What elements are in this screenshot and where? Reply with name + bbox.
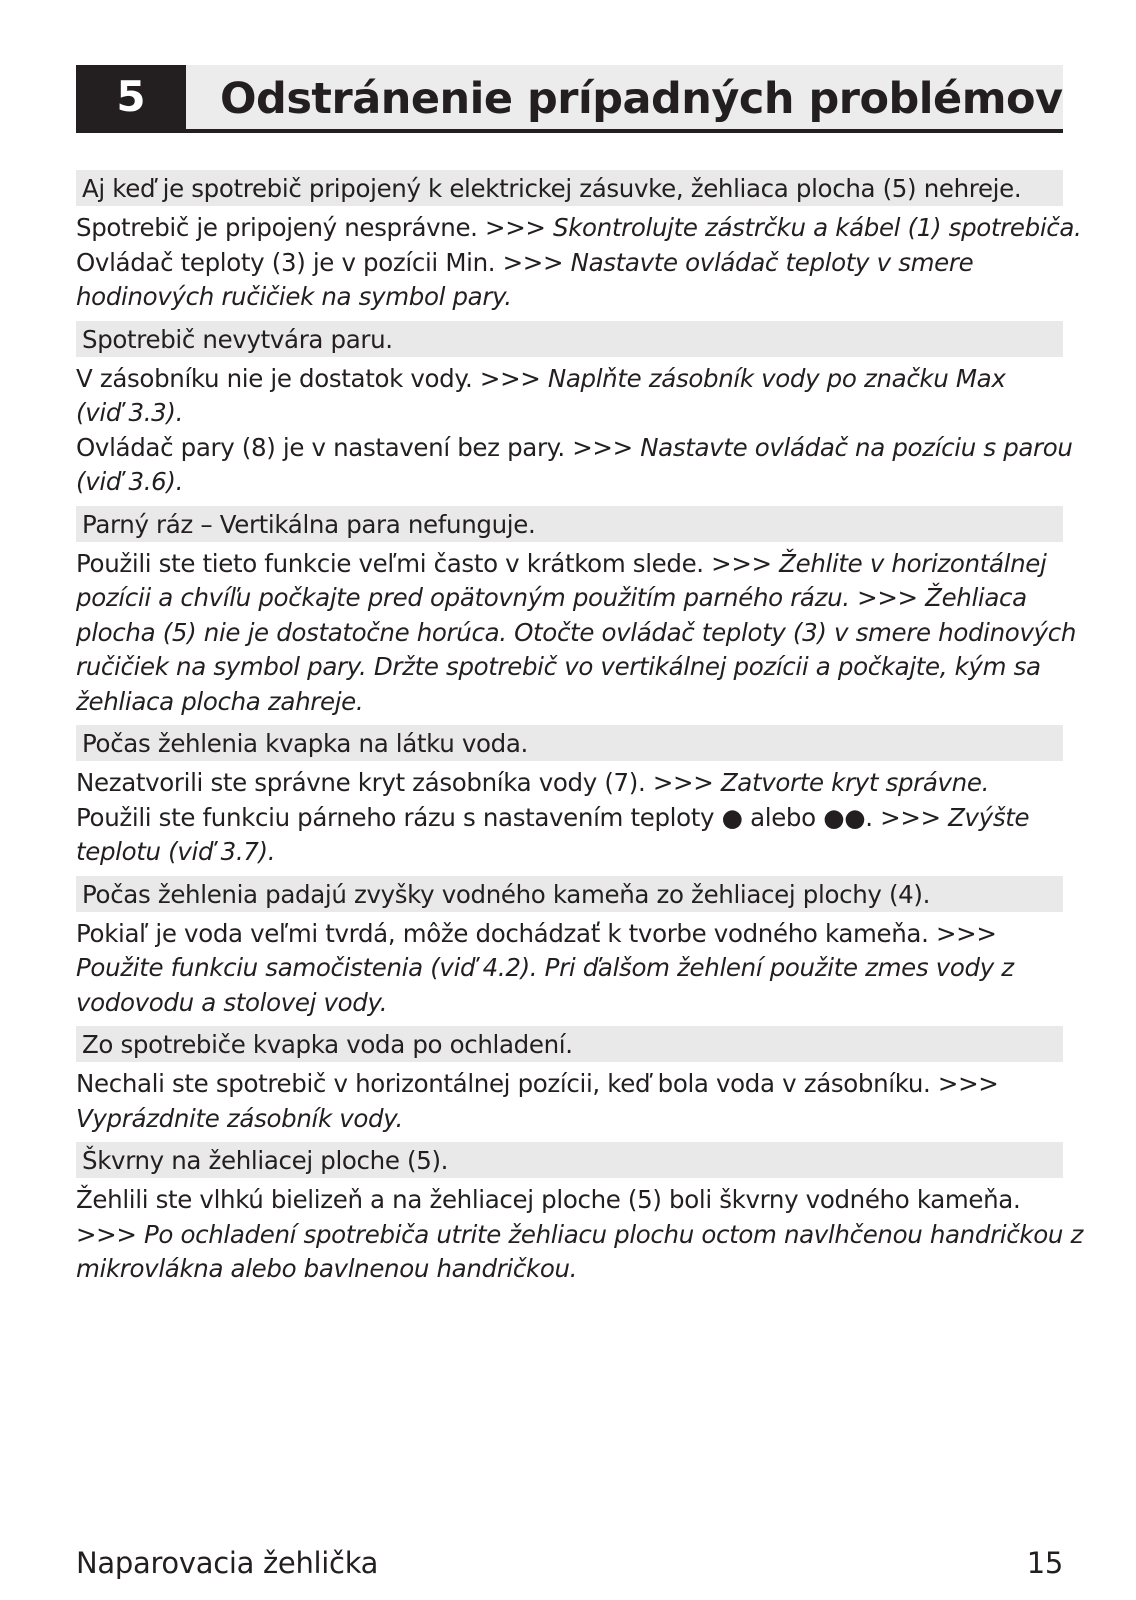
solution-text [76, 547, 1077, 720]
solution-remedy: plocha (5) nie je dostatočne horúca. Otočte ovládač teploty (3) v smere hodinových [76, 617, 1077, 647]
problem-heading: Spotrebič nevytvára paru. [76, 321, 1063, 357]
solution-text [76, 1183, 1083, 1287]
solution-remedy: Skontrolujte zástrčku a kábel (1) spotrebiča. [553, 213, 1082, 242]
solution-remedy: teplotu (viď 3.7). [76, 837, 276, 866]
solution-remedy: Nastavte ovládač na pozíciu s parou [640, 432, 1073, 462]
solution-line [76, 650, 1063, 685]
solution-cause: Nechali ste spotrebič v horizontálnej pozícii, keď bola voda v zásobníku. >>> [76, 1069, 999, 1098]
solution-cause: Pokiaľ je voda veľmi tvrdá, môže dochádzať k tvorbe vodného kameňa. >>> [76, 918, 997, 948]
solution-line [76, 1067, 1063, 1102]
solution-remedy: pozícii a chvíľu počkajte pred opätovným použitím parného rázu. >>> Žehliaca [76, 583, 1027, 612]
solution-cause: Ovládač teploty (3) je v pozícii Min. >>> [76, 247, 571, 277]
solution-cause: Použili ste funkciu párneho rázu s nastavením teploty ● alebo ●●. >>> [76, 802, 949, 832]
solution-line [76, 581, 1063, 616]
problem-heading: Parný ráz – Vertikálna para nefunguje. [76, 506, 1063, 542]
solution-cause: V zásobníku nie je dostatok vody. >>> [76, 363, 548, 393]
solution-remedy: Zatvorte kryt správne. [720, 768, 990, 797]
solution-line [76, 280, 1063, 315]
solution-remedy: Zvýšte [948, 802, 1030, 832]
solution-remedy: mikrovlákna alebo bavlnenou handričkou. [76, 1254, 578, 1283]
troubleshooting-content [76, 170, 1083, 1293]
solution-line [76, 685, 1063, 720]
solution-line [76, 1252, 1063, 1287]
solution-line [76, 801, 1063, 836]
solution-remedy: žehliaca plocha zahreje. [76, 686, 364, 716]
solution-line [76, 396, 1063, 431]
solution-text [76, 362, 1073, 500]
solution-line [76, 1102, 1063, 1137]
solution-line [76, 362, 1063, 397]
solution-line [76, 1218, 1083, 1253]
solution-text [76, 766, 1063, 870]
solution-remedy: hodinových ručičiek na symbol pary. [76, 282, 512, 311]
solution-cause: Použili ste tieto funkcie veľmi často v krátkom slede. >>> [76, 548, 780, 578]
solution-line [76, 1183, 1063, 1218]
solution-remedy: (viď 3.6). [76, 467, 184, 496]
solution-remedy: >>> Po ochladení spotrebiča utrite žehliacu plochu octom navlhčenou handričkou z [76, 1219, 1083, 1249]
solution-remedy: Nastavte ovládač teploty v smere [570, 247, 974, 277]
solution-remedy: ručičiek na symbol pary. Držte spotrebič vo vertikálnej pozícii a počkajte, kým sa [76, 652, 1041, 681]
solution-line [76, 766, 1063, 801]
solution-line [76, 246, 1063, 281]
solution-text [76, 1067, 1063, 1136]
chapter-number: 5 [76, 65, 186, 129]
solution-cause: Ovládač pary (8) je v nastavení bez pary. >>> [76, 432, 641, 462]
solution-remedy: Žehlite v horizontálnej [779, 548, 1047, 578]
solution-cause: Žehlili ste vlhkú bielizeň a na žehliacej ploche (5) boli škvrny vodného kameňa. [76, 1185, 1021, 1214]
solution-remedy: Použite funkciu samočistenia (viď 4.2). Pri ďalšom žehlení použite zmes vody z [76, 953, 1014, 982]
solution-line [76, 431, 1073, 466]
chapter-header [76, 65, 1063, 133]
solution-remedy: Naplňte zásobník vody po značku Max [547, 363, 1006, 393]
solution-line [76, 917, 1063, 952]
solution-cause: Spotrebič je pripojený nesprávne. >>> [76, 213, 554, 242]
solution-text [76, 211, 1082, 315]
solution-line [76, 986, 1063, 1021]
chapter-title: Odstránenie prípadných problémov [220, 74, 1063, 124]
solution-line [76, 835, 1063, 870]
solution-remedy: vodovodu a stolovej vody. [76, 987, 388, 1017]
solution-remedy: (viď 3.3). [76, 398, 184, 427]
solution-line [76, 211, 1082, 246]
problem-heading: Škvrny na žehliacej ploche (5). [76, 1142, 1063, 1178]
solution-cause: Nezatvorili ste správne kryt zásobníka vody (7). >>> [76, 768, 721, 797]
problem-heading: Zo spotrebiče kvapka voda po ochladení. [76, 1026, 1063, 1062]
solution-line [76, 547, 1063, 582]
problem-heading: Počas žehlenia padajú zvyšky vodného kameňa zo žehliacej plochy (4). [76, 876, 1063, 912]
solution-remedy: Vyprázdnite zásobník vody. [76, 1103, 403, 1133]
footer-page-number: 15 [1026, 1546, 1063, 1580]
problem-heading: Počas žehlenia kvapka na látku voda. [76, 725, 1063, 761]
problem-heading: Aj keď je spotrebič pripojený k elektrickej zásuvke, žehliaca plocha (5) nehreje. [76, 170, 1063, 206]
footer-product-title: Naparovacia žehlička [76, 1546, 379, 1580]
solution-line [76, 951, 1063, 986]
solution-line [76, 616, 1077, 651]
solution-text [76, 917, 1063, 1021]
solution-line [76, 465, 1063, 500]
